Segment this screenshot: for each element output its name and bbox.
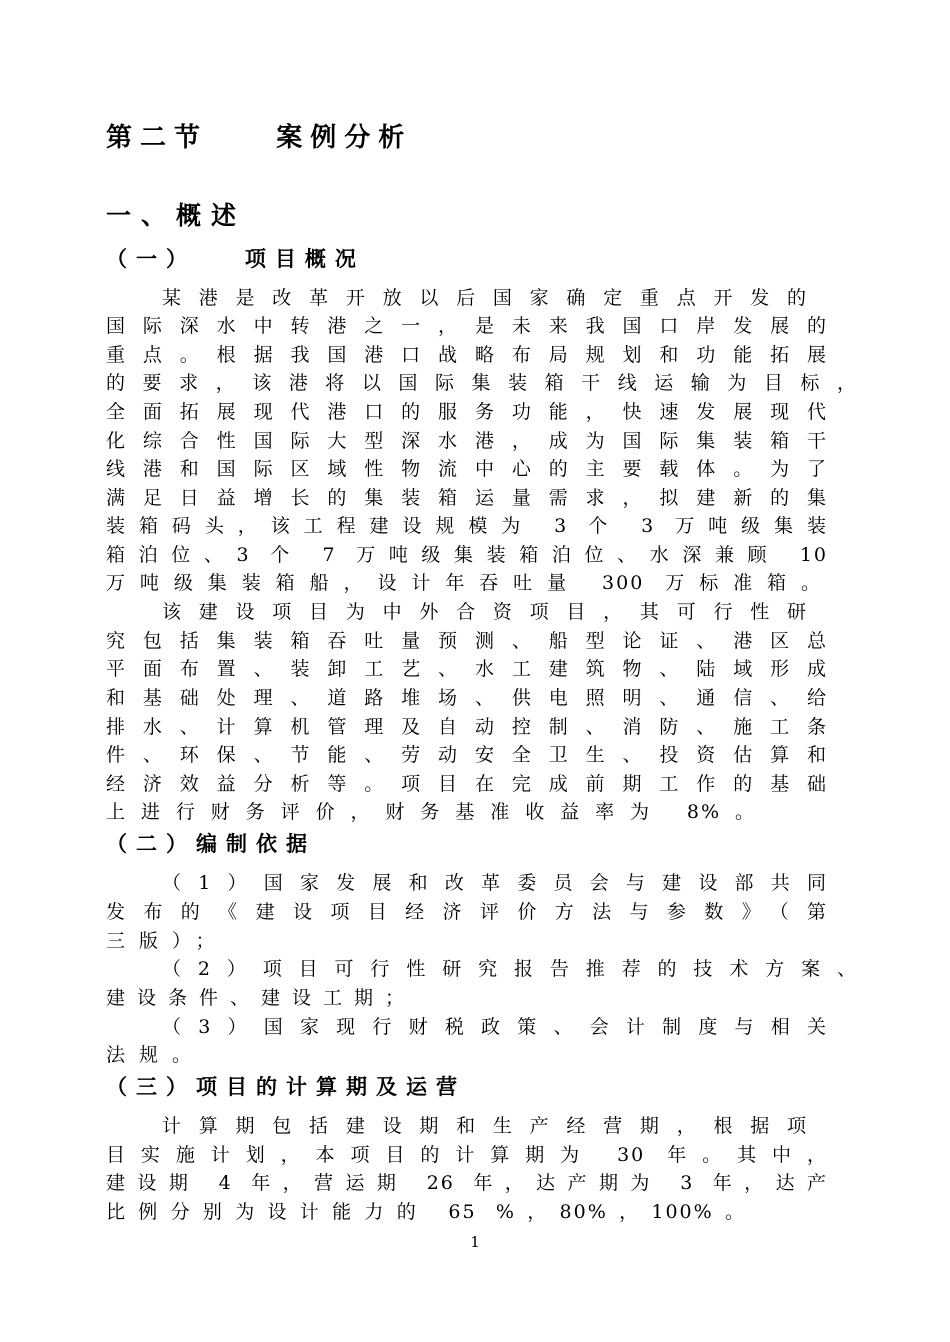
list-item-line: 建设条件、建设工期； [106,987,417,1009]
subsection-heading-overview: （一） 项目概况 [106,247,365,271]
paragraph-line: 装箱码头，该工程建设规模为 3 个 3 万吨级集装 [106,515,828,537]
paragraph-line: 计算期包括建设期和生产经营期，根据项 [162,1115,808,1137]
paragraph-line: 上进行财务评价，财务基准收益率为 8%。 [106,801,756,823]
subsection-heading-period: （三）项目的计算期及运营 [106,1075,466,1099]
list-item-line: 发布的《建设项目经济评价方法与参数》（第 [106,901,828,923]
list-item-line: （1）国家发展和改革委员会与建设部共同 [162,872,828,894]
paragraph-line: 建设期 4 年，营运期 26 年，达产期为 3 年，达产 [106,1172,828,1194]
paragraph-line: 经济效益分析等。项目在完成前期工作的基础 [106,773,828,795]
list-item-line: 三版）； [106,930,229,952]
paragraph-line: 重点。根据我国港口战略布局规划和功能拓展 [106,344,828,366]
list-item-line: 法规。 [106,1044,206,1066]
paragraph-line: 全面拓展现代港口的服务功能，快速发展现代 [106,401,828,423]
paragraph-line: 线港和国际区域性物流中心的主要载体。为了 [106,458,828,480]
paragraph-line: 该建设项目为中外合资项目，其可行性研 [162,601,808,623]
paragraph-line: 国际深水中转港之一，是未来我国口岸发展的 [106,315,828,337]
list-item-line: （3）国家现行财税政策、会计制度与相关 [162,1016,828,1038]
paragraph-line: 箱泊位、3 个 7 万吨级集装箱泊位、水深兼顾 10 [106,544,828,566]
paragraph-line: 平面布置、装卸工艺、水工建筑物、陆域形成 [106,658,828,680]
subsection-heading-basis: （二）编制依据 [106,832,316,856]
list-item-line: （2）项目可行性研究报告推荐的技术方案、 [162,958,858,980]
paragraph-line: 和基础处理、道路堆场、供电照明、通信、给 [106,687,828,709]
paragraph-line: 某港是改革开放以后国家确定重点开发的 [162,287,808,309]
paragraph-line: 万吨级集装箱船，设计年吞吐量 300 万标准箱。 [106,572,822,594]
paragraph-line: 满足日益增长的集装箱运量需求，拟建新的集 [106,487,828,509]
chapter-heading: 一、概述 [106,201,247,230]
paragraph-line: 比例分别为设计能力的 65 %，80%，100%。 [106,1201,746,1223]
paragraph-line: 的要求，该港将以国际集装箱干线运输为目标， [106,372,858,394]
paragraph-line: 究包括集装箱吞吐量预测、船型论证、港区总 [106,630,828,652]
paragraph-line: 件、环保、节能、劳动安全卫生、投资估算和 [106,744,828,766]
section-title: 第二节 案例分析 [106,123,413,153]
paragraph-line: 化综合性国际大型深水港，成为国际集装箱干 [106,430,828,452]
paragraph-line: 目实施计划，本项目的计算期为 30 年。其中， [106,1144,828,1166]
page-number: 1 [470,1233,480,1251]
paragraph-line: 排水、计算机管理及自动控制、消防、施工条 [106,716,828,738]
